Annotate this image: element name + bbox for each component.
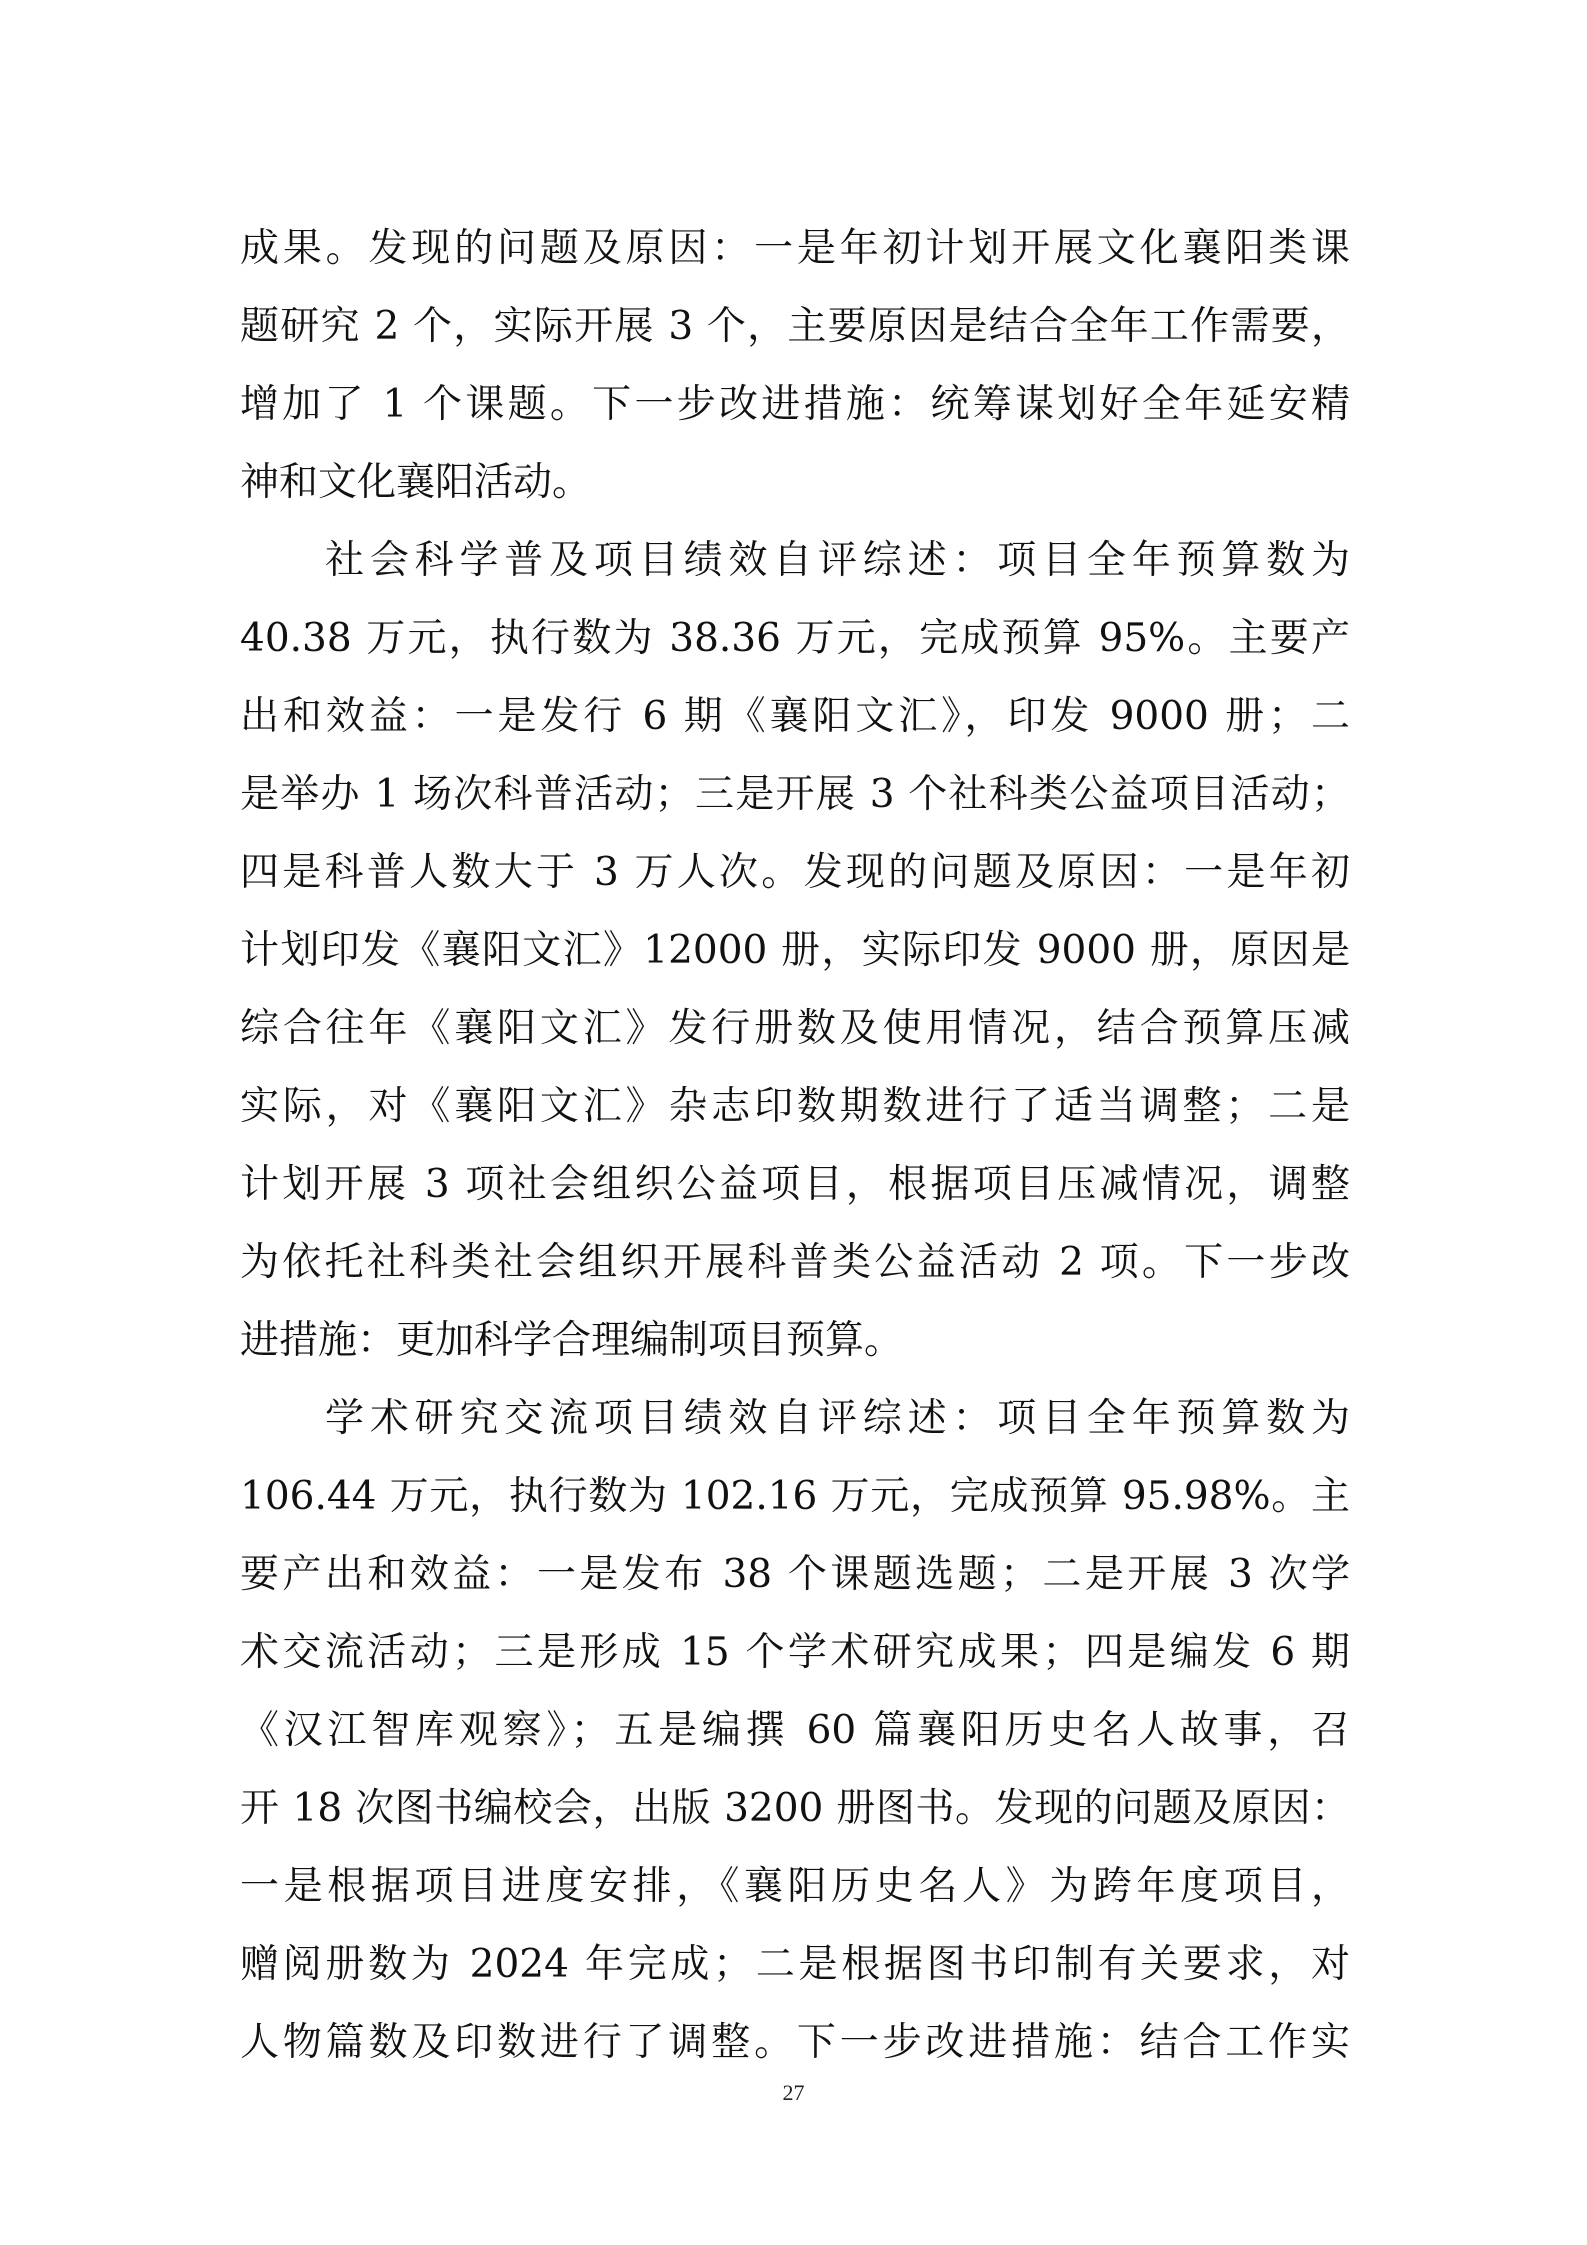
text-line: 《汉江智库观察》；五是编撰 60 篇襄阳历史名人故事，召 [240,1708,1350,1753]
text-line: 要产出和效益：一是发布 38 个课题选题；二是开展 3 次学 [240,1552,1350,1597]
paragraph-start-line: 社会科学普及项目绩效自评综述：项目全年预算数为 [325,538,1350,583]
text-line: 40.38 万元，执行数为 38.36 万元，完成预算 95%。主要产 [240,616,1350,661]
text-line: 综合往年《襄阳文汇》发行册数及使用情况，结合预算压减 [240,1006,1350,1051]
text-line: 实际，对《襄阳文汇》杂志印数期数进行了适当调整；二是 [240,1084,1350,1129]
text-line: 人物篇数及印数进行了调整。下一步改进措施：结合工作实 [240,2020,1350,2065]
text-line: 106.44 万元，执行数为 102.16 万元，完成预算 95.98%。主 [240,1474,1350,1519]
text-line: 进措施：更加科学合理编制项目预算。 [240,1318,904,1363]
text-line: 成果。发现的问题及原因：一是年初计划开展文化襄阳类课 [240,226,1350,271]
text-line: 为依托社科类社会组织开展科普类公益活动 2 项。下一步改 [240,1240,1350,1285]
text-line: 增加了 1 个课题。下一步改进措施：统筹谋划好全年延安精 [240,382,1350,427]
text-line: 是举办 1 场次科普活动；三是开展 3 个社科类公益项目活动； [240,772,1350,817]
text-line: 计划印发《襄阳文汇》12000 册，实际印发 9000 册，原因是 [240,928,1350,973]
text-line: 题研究 2 个，实际开展 3 个，主要原因是结合全年工作需要， [240,304,1350,349]
text-line: 一是根据项目进度安排，《襄阳历史名人》为跨年度项目， [240,1864,1350,1909]
text-line: 出和效益：一是发行 6 期《襄阳文汇》，印发 9000 册；二 [240,694,1350,739]
body-text [240,210,1350,2082]
text-line: 神和文化襄阳活动。 [240,460,592,505]
text-line: 术交流活动；三是形成 15 个学术研究成果；四是编发 6 期 [240,1630,1350,1675]
text-line: 赠阅册数为 2024 年完成；二是根据图书印制有关要求，对 [240,1942,1350,1987]
text-line: 四是科普人数大于 3 万人次。发现的问题及原因：一是年初 [240,850,1350,895]
text-line: 开 18 次图书编校会，出版 3200 册图书。发现的问题及原因： [240,1786,1350,1831]
paragraph-start-line: 学术研究交流项目绩效自评综述：项目全年预算数为 [325,1396,1350,1441]
text-line: 计划开展 3 项社会组织公益项目，根据项目压减情况，调整 [240,1162,1350,1207]
page-number: 27 [782,2080,805,2105]
